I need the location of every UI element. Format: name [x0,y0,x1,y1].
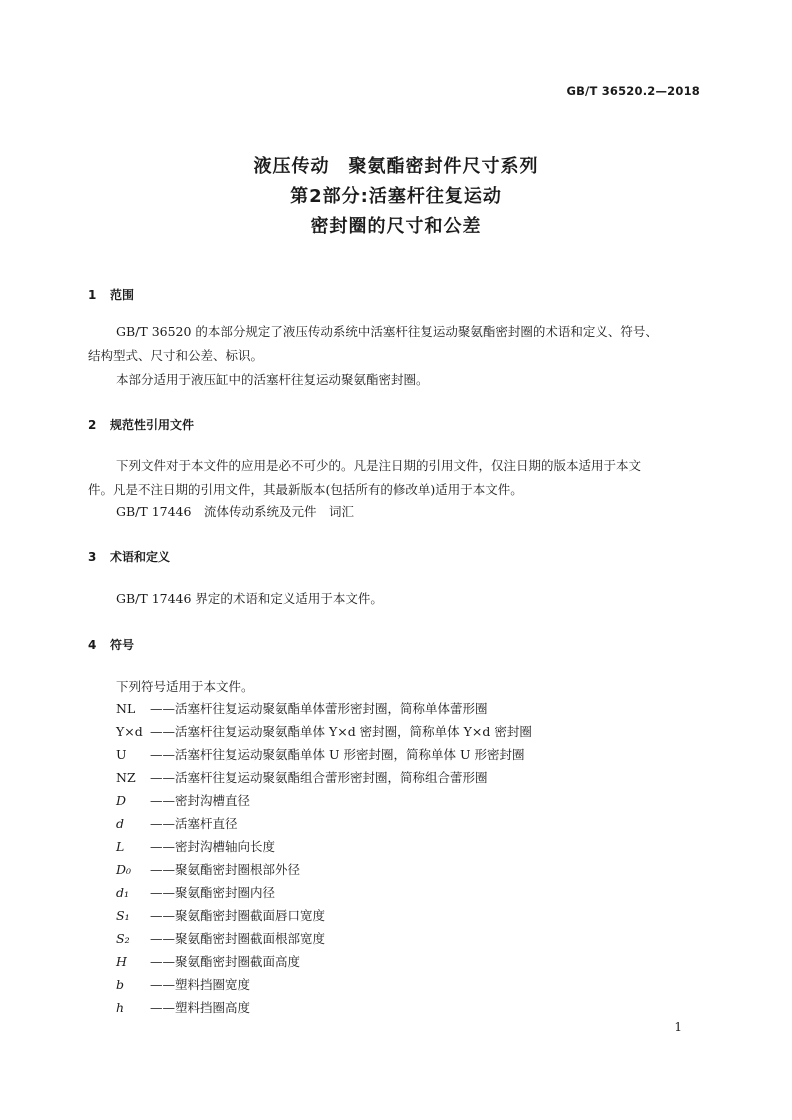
symbol-row [116,973,250,996]
section-title: 规范性引用文件 [110,418,195,432]
symbol-row [116,697,488,720]
symbol: S₂ [116,931,130,946]
symbol-row [116,720,532,743]
symbol-row [116,812,238,835]
symbol: U [116,747,127,762]
symbol-row [116,835,275,858]
symbol-description: ——聚氨酯密封圈截面高度 [150,954,301,969]
section-heading-terms [88,548,170,565]
symbol-description: ——活塞杆往复运动聚氨酯单体 U 形密封圈，简称单体 U 形密封圈 [150,747,525,762]
symbol-description: ——活塞杆直径 [150,816,238,831]
terms-paragraph: GB/T 17446 界定的术语和定义适用于本文件。 [116,591,383,606]
symbol: D₀ [116,862,132,877]
symbol-description: ——活塞杆往复运动聚氨酯单体蕾形密封圈，简称单体蕾形圈 [150,701,488,716]
section-heading-scope [88,286,134,303]
section-title: 符号 [110,638,135,652]
page-number: 1 [674,1020,682,1034]
symbol-description: ——密封沟槽轴向长度 [150,839,276,854]
section-title: 范围 [110,288,135,302]
symbol-row [116,789,250,812]
symbol: NL [116,701,136,716]
symbol-description: ——聚氨酯密封圈截面根部宽度 [150,931,326,946]
symbol-description: ——塑料挡圈宽度 [150,977,251,992]
symbol-description: ——活塞杆往复运动聚氨酯单体 Y×d 密封圈，简称单体 Y×d 密封圈 [150,724,532,739]
section-heading-normative-references [88,416,194,433]
symbol: H [116,954,127,969]
symbol: d [116,816,125,831]
symbol-row [116,858,300,881]
symbol-row [116,881,275,904]
scope-applicability: 本部分适用于液压缸中的活塞杆往复运动聚氨酯密封圈。 [116,372,429,387]
section-number: 3 [88,550,97,564]
symbol-row [116,766,488,789]
standard-code: GB/T 36520.2—2018 [566,84,700,98]
scope-paragraph-line-2: 结构型式、尺寸和公差、标识。 [88,348,264,363]
scope-paragraph-line-1: GB/T 36520 的本部分规定了液压传动系统中活塞杆往复运动聚氨酯密封圈的术语和定义、符号、 [116,324,658,339]
symbol: L [116,839,125,854]
reference-item: GB/T 17446 流体传动系统及元件 词汇 [116,504,354,519]
symbols-intro: 下列符号适用于本文件。 [116,679,254,694]
symbol: NZ [116,770,136,785]
document-title-line-2: 第2部分:活塞杆往复运动 [290,186,502,207]
symbol-description: ——密封沟槽直径 [150,793,251,808]
symbol-row [116,904,325,927]
references-paragraph-line-2: 件。凡是不注日期的引用文件，其最新版本(包括所有的修改单)适用于本文件。 [88,482,523,497]
symbol: Y×d [116,724,143,739]
document-title-line-1: 液压传动 聚氨酯密封件尺寸系列 [253,156,539,177]
symbol-row [116,950,300,973]
symbol: b [116,977,125,992]
symbol: D [116,793,127,808]
symbol: d₁ [116,885,130,900]
symbol-row [116,927,325,950]
section-number: 1 [88,288,97,302]
section-number: 2 [88,418,97,432]
symbol-description: ——塑料挡圈高度 [150,1000,251,1015]
section-number: 4 [88,638,97,652]
document-title-line-3: 密封圈的尺寸和公差 [310,216,482,237]
references-paragraph-line-1: 下列文件对于本文件的应用是必不可少的。凡是注日期的引用文件，仅注日期的版本适用于本文 [116,458,642,473]
symbol: S₁ [116,908,130,923]
section-heading-symbols [88,636,134,653]
section-title: 术语和定义 [110,550,171,564]
symbol-row [116,743,524,766]
symbol-description: ——活塞杆往复运动聚氨酯组合蕾形密封圈，简称组合蕾形圈 [150,770,488,785]
symbol-description: ——聚氨酯密封圈内径 [150,885,276,900]
symbol-description: ——聚氨酯密封圈截面唇口宽度 [150,908,326,923]
symbol: h [116,1000,125,1015]
symbol-description: ——聚氨酯密封圈根部外径 [150,862,301,877]
symbol-row [116,996,250,1019]
